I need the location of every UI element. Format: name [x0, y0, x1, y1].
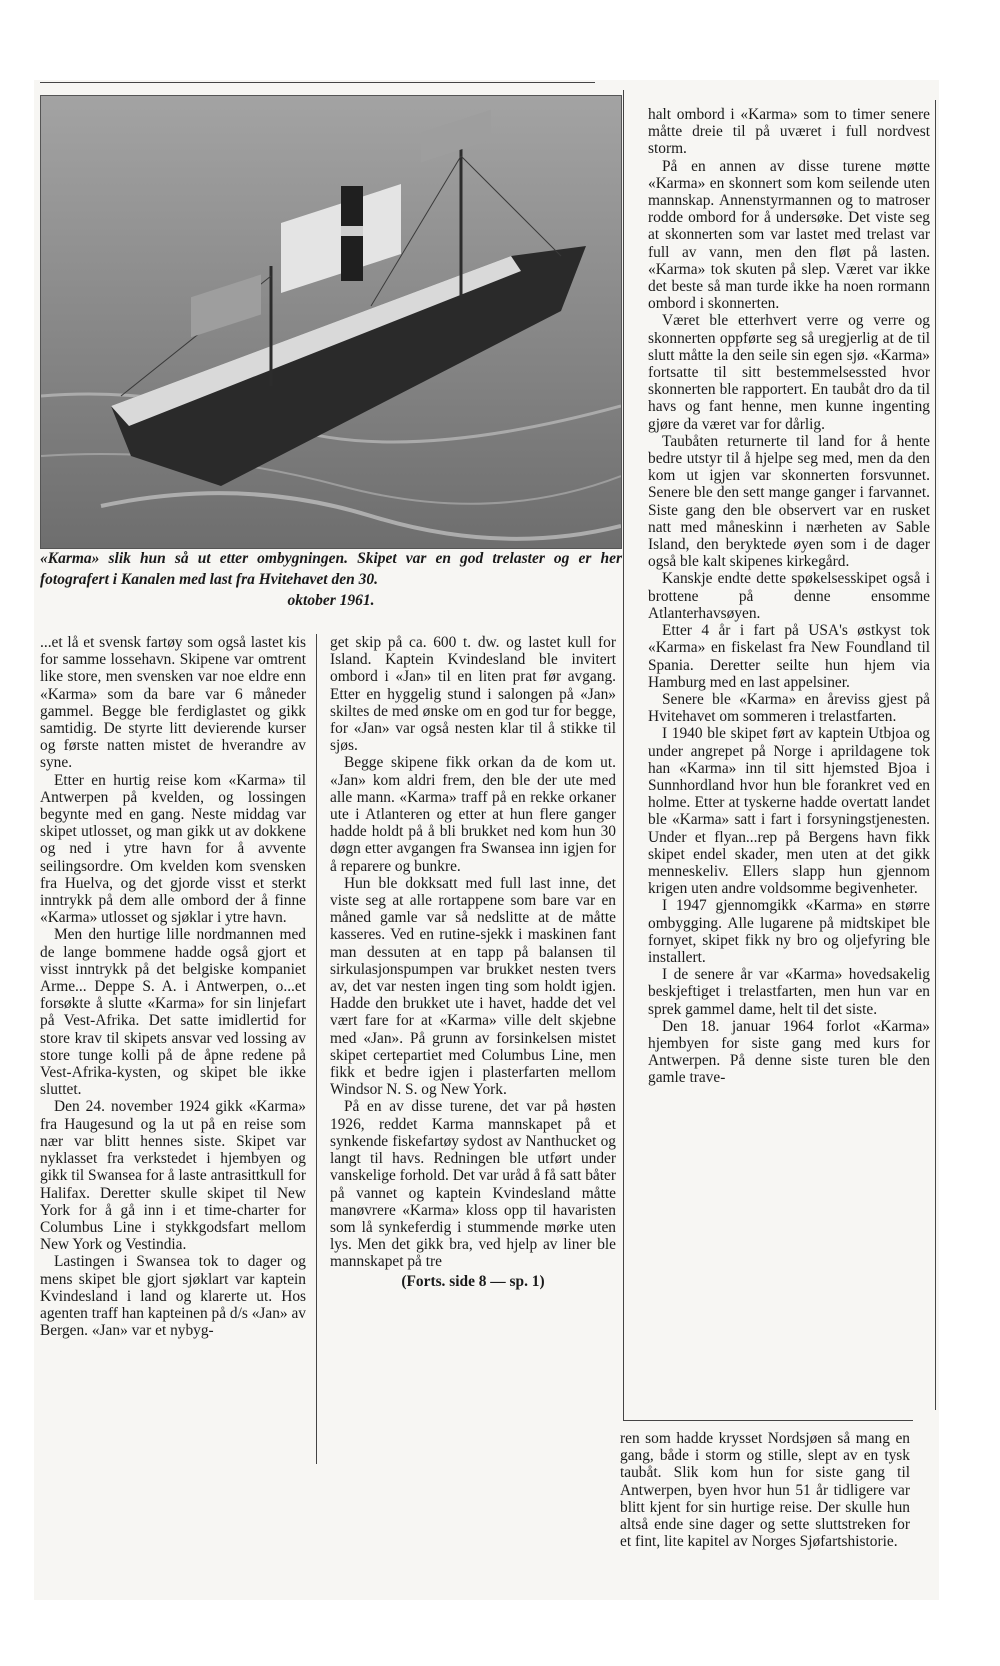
ship-photo-icon [41, 96, 621, 548]
ship-photo [40, 95, 622, 549]
paragraph: Etter en hurtig reise kom «Karma» til Antwerpen på kvelden, og lossingen begynte med en gang. Neste middag var skipet utlosset, og man gikk ut av dokkene og ned i ytre havn for å avvente seilingsordre. Om kvelden kom svensken fra Huelva, og det gjorde visst et sterkt inntrykk på dem alle ombord der å finne «Karma» utlosset og sjøklar i ytre havn. [40, 771, 306, 927]
paragraph: halt ombord i «Karma» som to timer senere måtte dreie til på uværet i full nordvest storm. [648, 106, 930, 158]
right-rule [935, 100, 936, 1410]
paragraph: ren som hadde krysset Nordsjøen så mang en gang, både i storm og stille, slept av en tysk taubåt. Slik kom hun for siste gang til Antwerpen, byen hvor hun 51 år tidligere var blitt kjent for sin hurtige reise. Der skulle hun altså ende sine dager og sette sluttstreken for et fint, lite kapitel av Norges Sjøfartshistorie. [620, 1430, 910, 1551]
paragraph: ...et lå et svensk fartøy som også lastet kis for samme lossehavn. Skipene var omtrent like store, men svensken var noe eldre enn «Karma» som da bare var 6 måneder gammel. Begge ble ferdiglastet og gikk samtidig. De styrte litt devierende kurser og første natten mistet de hverandre av syne. [40, 634, 306, 772]
paragraph: Begge skipene fikk orkan da de kom ut. «Jan» kom aldri frem, den ble der ute med alle mann. «Karma» traff på en rekke orkaner ute i Atlanteren og etter at hun flere ganger hadde holdt på å bli brukket ned kom hun 30 døgn etter avgangen fra Swansea inn igjen for å reparere og bunkre. [330, 754, 616, 875]
caption-line-1: «Karma» slik hun så ut etter ombygningen. Skipet var en god trelaster og er her fotografert i Kanalen med last fra Hvitehavet den 30. [40, 550, 622, 588]
paragraph: I 1940 ble skipet ført av kaptein Utbjoa og under angrepet på Norge i aprildagene tok han «Karma» inn til sitt hjemsted Bjoa i Sunnhordland hvor hun ble forankret ved en holme. Etter at tyskerne hadde overtatt landet ble «Karma» satt i fart i forsyningstjenesten. Under et flyan...rep på Bergens havn fikk skipet endel skader, men uten at det gikk menneskeliv. Ellers slapp hun gjennom krigen uten andre voldsomme begivenheter. [648, 725, 930, 898]
article-column-2 [330, 634, 616, 1290]
paragraph: get skip på ca. 600 t. dw. og lastet kull for Island. Kaptein Kvindesland ble invitert ombord i «Jan» til en liten prat før avgang. Etter en hyggelig stund i salongen på «Jan» skiltes de med ønske om en god tur for begge, for «Jan» var også nesten klar til å stikke til sjøs. [330, 634, 616, 755]
paragraph: Lastingen i Swansea tok to dager og mens skipet ble gjort sjøklart var kaptein Kvindesland i land og klarerte ut. Hos agenten traff han kapteinen på d/s «Jan» av Bergen. «Jan» var et nybyg- [40, 1253, 306, 1340]
paragraph: Den 18. januar 1964 forlot «Karma» hjembyen for siste gang med kurs for Antwerpen. På denne siste turen ble den gamle trave- [648, 1017, 930, 1087]
paragraph: På en av disse turene, det var på høsten 1926, reddet Karma mannskapet på et synkende fiskefartøy sydost av Nanthucket og langt til havs. Redningen ble utført under vanskelige forhold. Det var uråd å få satt båter på vannet og kaptein Kvindesland måtte manøvrere «Karma» kloss opp til havaristen som lå synkeferdig i stummende mørke uten lys. Men det gikk bra, ved hjelp av liner ble mannskapet på tre [330, 1098, 616, 1271]
paragraph: Været ble etterhvert verre og verre og skonnerten oppførte seg så uregjerlig at de til slutt måtte la den seile sin egen sjø. «Karma» fortsatte til sitt bestemmelsessted hvor skonnerten ble rapportert. En taubåt dro da til havs og fant henne, men kunne ingenting gjøre da været var for dårlig. [648, 312, 930, 433]
paragraph: Kanskje endte dette spøkelsesskipet også i brottene på denne ensomme Atlanterhavsøyen. [648, 570, 930, 622]
paragraph: I 1947 gjennomgikk «Karma» en større ombygging. Alle lugarene på midtskipet ble fornyet, skipet fikk ny bro og oljefyring ble installert. [648, 897, 930, 966]
paragraph: Den 24. november 1924 gikk «Karma» fra Haugesund og la ut på en reise som nær var blitt hennes siste. Skipet var nyklasset fra verkstedet i hjembyen og gikk til Swansea for å laste antrasittkull for Halifax. Deretter skulle skipet til New York for å gå inn i et time-charter for Columbus Line i stykkgodsfart mellom New York og Vestindia. [40, 1098, 306, 1254]
column-rule-2 [623, 90, 624, 1420]
article-column-1 [40, 634, 306, 1339]
paragraph: Etter 4 år i fart på USA's østkyst tok «Karma» en fiskelast fra New Foundland til Spania. Deretter seilte hun hjem via Hamburg med en last appelsiner. [648, 622, 930, 691]
top-rule [40, 82, 595, 83]
caption-line-2: oktober 1961. [287, 592, 375, 609]
paragraph: I de senere år var «Karma» hovedsakelig beskjeftiget i trelastfarten, men hun var en sprek gammel dame, helt til det siste. [648, 966, 930, 1018]
article-column-3-continued [620, 1430, 910, 1550]
photo-caption [40, 548, 622, 611]
paragraph: Hun ble dokksatt med full last inne, det viste seg at alle rortappene som bare var en måned gamle var så nedslitte at de måtte kasseres. Ved en rutine-sjekk i maskinen fant man dessuten at en tapp på balansen til sirkulasjonspumpen var brukket nesten tvers av, det var nesten ingen ting som holdt igjen. Hadde den brukket ute i havet, hadde det vel vært fare for at «Karma» ville delt skjebne med «Jan». På grunn av forsinkelsen mistet skipet certepartiet med Columbus Line, men fikk et bedre igjen i plasterfarten mellom Windsor N. S. og New York. [330, 874, 616, 1099]
paragraph: Senere ble «Karma» en åreviss gjest på Hvitehavet om sommeren i trelastfarten. [648, 690, 930, 726]
continued-note: (Forts. side 8 — sp. 1) [401, 1272, 545, 1290]
column-rule-1 [316, 634, 317, 1464]
column-3-break-rule [623, 1420, 913, 1421]
article-column-3 [648, 106, 930, 1087]
paragraph: På en annen av disse turene møtte «Karma» en skonnert som kom seilende uten mannskap. Annenstyrmannen og to matroser rodde ombord for å undersøke. Det viste seg at skonnerten som var lastet med trelast var full av vann, men den fløt på lasten. «Karma» tok skuten på slep. Været var ikke det beste så man turde ikke ha noen rormann ombord i skonnerten. [648, 157, 930, 313]
paragraph: Taubåten returnerte til land for å hente bedre utstyr til å hjelpe seg med, men da den kom ut igjen var skonnerten forsvunnet. Senere ble den sett mange ganger i farvannet. Siste gang den ble observert var en rusket natt med måneskinn i nærheten av Sable Island, den beryktede øyen som i de dager også ble kalt skipenes kirkegård. [648, 432, 930, 571]
paragraph: Men den hurtige lille nordmannen med de lange bommene hadde også gjort et visst inntrykk på det belgiske kompaniet Arme... Deppe S. A. i Antwerpen, o...et forsøkte å slutte «Karma» for sin linjefart på Vest-Afrika. Det satte imidlertid for store krav til skipets ansvar ved lossing av store tunge kolli på de åpne redene på Vest-Afrika-kysten, og skipet ble ikke sluttet. [40, 926, 306, 1099]
